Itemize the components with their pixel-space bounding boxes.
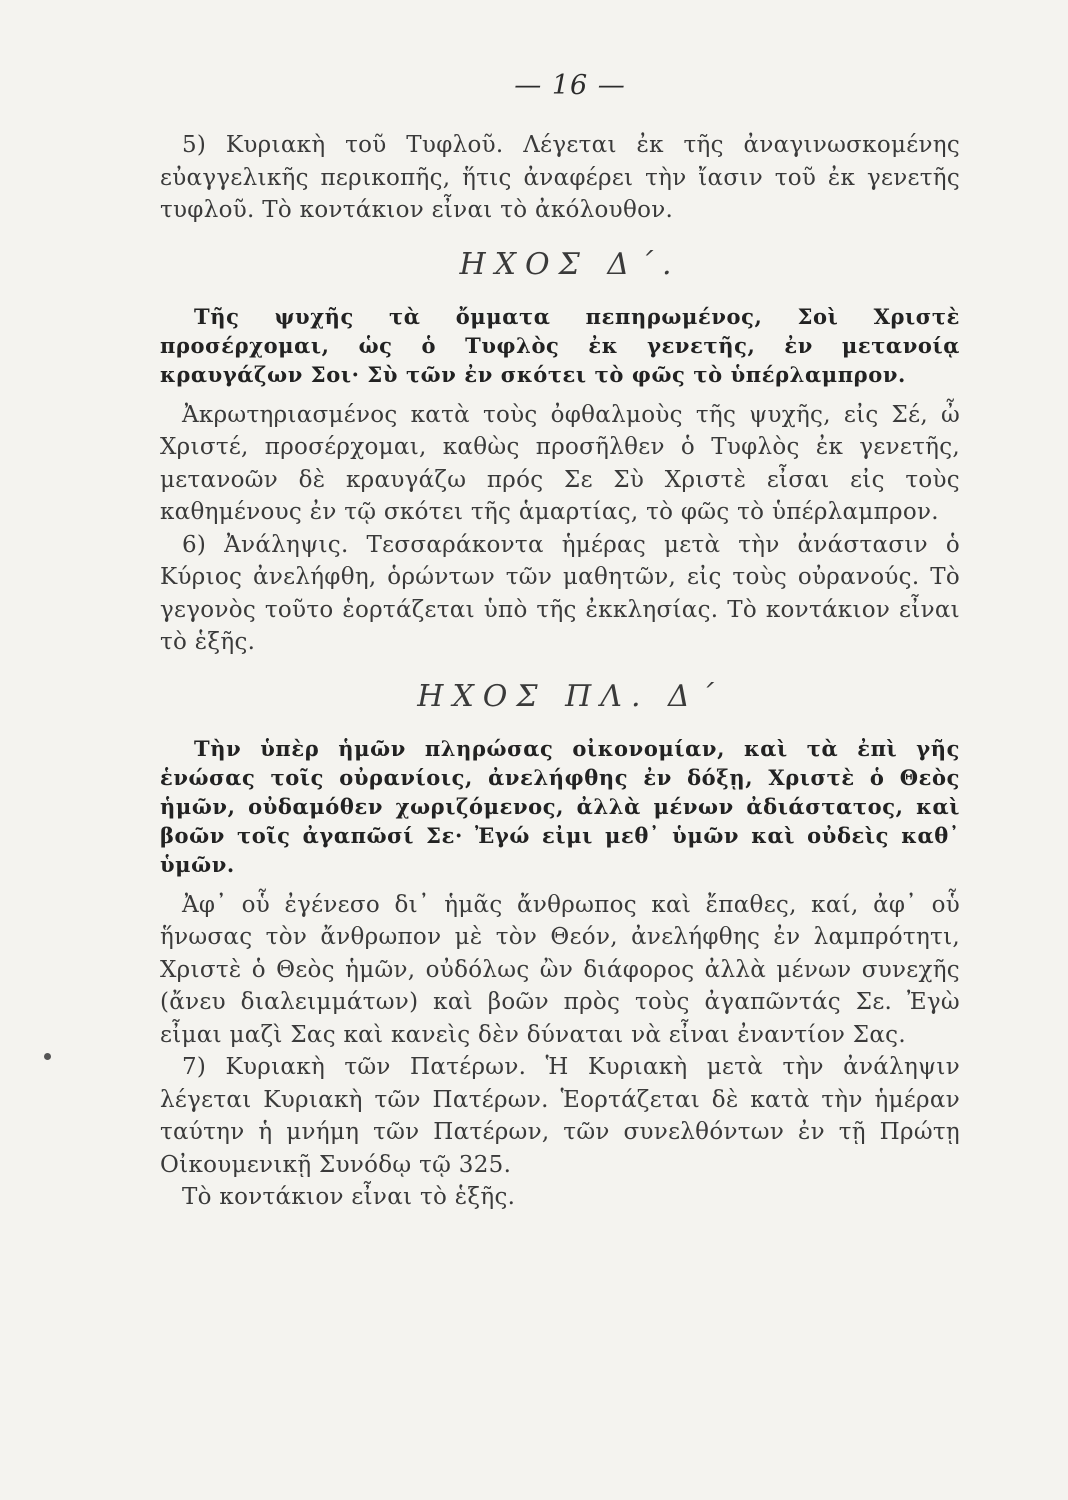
section-7-kontakion-intro: Τὸ κοντάκιον εἶναι τὸ ἑξῆς. bbox=[182, 1184, 516, 1210]
section-7-intro: 7) Κυριακὴ τῶν Πατέρων. Ἡ Κυριακὴ μετὰ τὴν ἀνάληψιν λέγεται Κυριακὴ τῶν Πατέρων. Ἑορτάζεται δὲ κατὰ τὴν ἡμέραν ταύτην ἡ μνήμη τῶν Πατέρων, τῶν συνελθόντων ἐν τῇ Πρώτῃ Οἰκουμενικῇ Συνόδῳ τῷ 325. bbox=[160, 1054, 960, 1178]
section-6-kontakion: Τὴν ὑπὲρ ἡμῶν πληρώσας οἰκονομίαν, καὶ τὰ ἐπὶ γῆς ἑνώσας τοῖς οὐρανίοις, ἀνελήφθης ἐν δόξῃ, Χριστὲ ὁ Θεὸς ἡμῶν, οὐδαμόθεν χωριζόμενος, ἀλλὰ μένων ἀδιάστατος, καὶ βοῶν τοῖς ἀγαπῶσί Σε· Ἐγώ εἰμι μεθ᾽ ὑμῶν καὶ οὐδεὶς καθ᾽ ὑμῶν. bbox=[160, 735, 960, 877]
section-6-intro: 6) Ἀνάληψις. Τεσσαράκοντα ἡμέρας μετὰ τὴν ἀνάστασιν ὁ Κύριος ἀνελήφθη, ὁρώντων τῶν μαθητῶν, εἰς τοὺς οὐρανούς. Τὸ γεγονὸς τοῦτο ἑορτάζεται ὑπὸ τῆς ἐκκλησίας. Τὸ κοντάκιον εἶναι τὸ ἑξῆς. bbox=[160, 531, 960, 655]
section-5-translation: Ἀκρωτηριασμένος κατὰ τοὺς ὀφθαλμοὺς τῆς ψυχῆς, εἰς Σέ, ὦ Χριστέ, προσέρχομαι, καθὼς προσῆλθεν ὁ Τυφλὸς ἐκ γενετῆς, μετανοῶν δὲ κραυγάζω πρός Σε Σὺ Χριστὲ εἶσαι εἰς τοὺς καθημένους ἐν τῷ σκότει τῆς ἁμαρτίας, τὸ φῶς τὸ ὑπέρλαμπρον. bbox=[160, 401, 960, 525]
section-5-kontakion: Τῆς ψυχῆς τὰ ὄμματα πεπηρωμένος, Σοὶ Χριστὲ προσέρχομαι, ὡς ὁ Τυφλὸς ἐκ γενετῆς, ἐν μετανοίᾳ κραυγάζων Σοι· Σὺ τῶν ἐν σκότει τὸ φῶς τὸ ὑπέρλαμπρον. bbox=[160, 303, 960, 387]
document-page bbox=[160, 70, 960, 1214]
section-5-intro: 5) Κυριακὴ τοῦ Τυφλοῦ. Λέγεται ἐκ τῆς ἀναγινωσκομένης εὐαγγελικῆς περικοπῆς, ἥτις ἀναφέρει τὴν ἴασιν τοῦ ἐκ γενετῆς τυφλοῦ. Τὸ κοντάκιον εἶναι τὸ ἀκόλουθον. bbox=[160, 132, 960, 223]
section-5-tone-heading: ΗΧΟΣ Δ΄. bbox=[459, 246, 681, 282]
page-number: — 16 — bbox=[514, 70, 626, 101]
stray-ink-dot bbox=[44, 1053, 51, 1060]
section-6-translation: Ἀφ᾽ οὗ ἐγένεσο δι᾽ ἡμᾶς ἄνθρωπος καὶ ἔπαθες, καί, ἀφ᾽ οὗ ἥνωσας τὸν ἄνθρωπον μὲ τὸν Θεόν, ἀνελήφθης ἐν λαμπρότητι, Χριστὲ ὁ Θεὸς ἡμῶν, οὐδόλως ὢν διάφορος ἀλλὰ μένων συνεχῆς (ἄνευ διαλειμμάτων) καὶ βοῶν πρὸς τοὺς ἀγαπῶντάς Σε. Ἐγὼ εἶμαι μαζὶ Σας καὶ κανεὶς δὲν δύναται νὰ εἶναι ἐναντίον Σας. bbox=[160, 891, 960, 1048]
section-6-tone-heading: ΗΧΟΣ ΠΛ. Δ΄ bbox=[417, 678, 723, 714]
